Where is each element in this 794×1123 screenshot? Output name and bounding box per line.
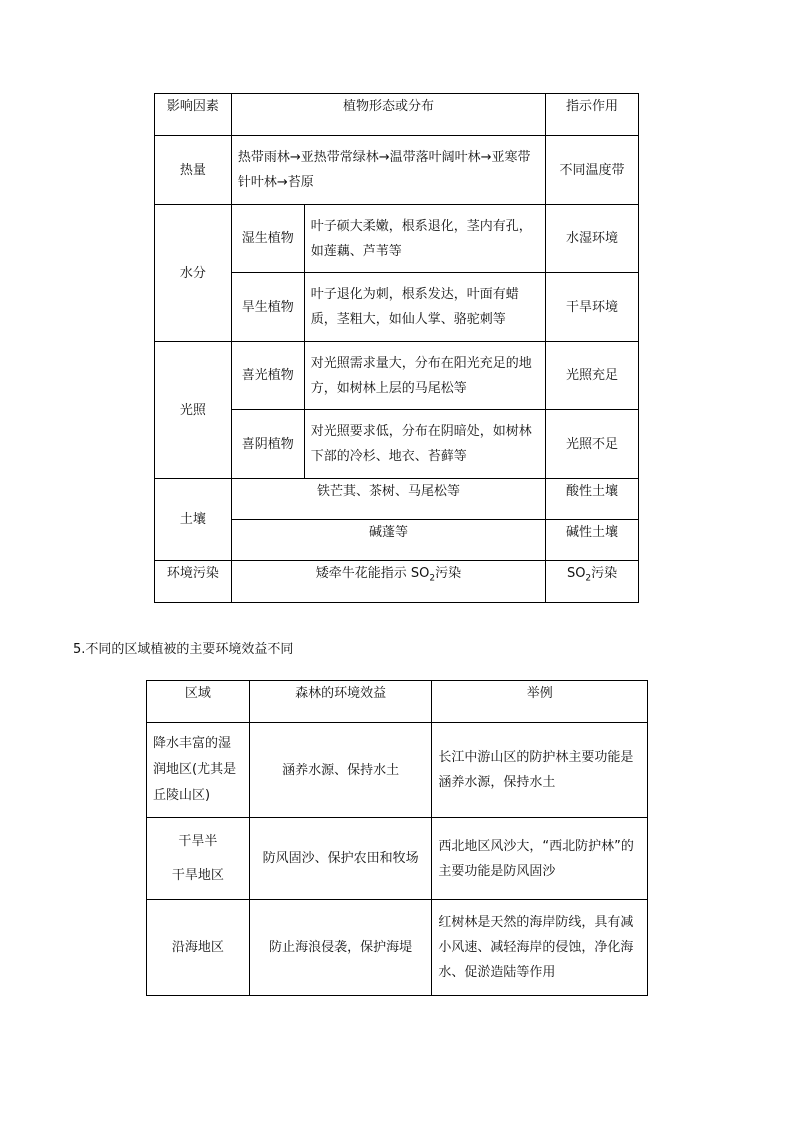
header-benefit: 森林的环境效益 (249, 681, 432, 723)
pollution-desc (231, 561, 545, 603)
region-cell: 降水丰富的湿润地区(尤其是丘陵山区) (147, 723, 250, 818)
example-cell: 西北地区风沙大，“西北防护林”的主要功能是防风固沙 (432, 818, 648, 900)
acid-indicate: 酸性土壤 (546, 479, 639, 520)
header-region: 区域 (147, 681, 250, 723)
pollution-ind-post: 污染 (591, 566, 618, 581)
table2-row (147, 900, 648, 996)
wet-indicate: 水湿环境 (546, 205, 639, 273)
shade-type: 喜阴植物 (231, 410, 304, 479)
header-example: 举例 (432, 681, 648, 723)
pollution-ind-sub: 2 (585, 573, 592, 584)
alk-indicate: 碱性土壤 (546, 520, 639, 561)
table2-header-row (147, 681, 648, 723)
pollution-desc-sub: 2 (429, 573, 436, 584)
water-factor: 水分 (155, 205, 232, 342)
region-cell (147, 818, 250, 900)
shade-indicate: 光照不足 (546, 410, 639, 479)
example-cell: 红树林是天然的海岸防线，具有减小风速、减轻海岸的侵蚀，净化海水、促淤造陆等作用 (432, 900, 648, 996)
pollution-indicate (546, 561, 639, 603)
table1-row-pollution (155, 561, 639, 603)
shade-desc: 对光照要求低，分布在阴暗处，如树林下部的冷杉、地衣、苔藓等 (304, 410, 545, 479)
pollution-desc-post: 污染 (435, 566, 462, 581)
benefit-cell: 涵养水源、保持水土 (249, 723, 432, 818)
heat-desc: 热带雨林→亚热带常绿林→温带落叶阔叶林→亚寒带针叶林→苔原 (231, 136, 545, 205)
table1-row-water-wet (155, 205, 639, 273)
forest-benefit-table (146, 680, 648, 996)
benefit-cell: 防风固沙、保护农田和牧场 (249, 818, 432, 900)
header-form: 植物形态或分布 (231, 94, 545, 136)
soil-factor: 土壤 (155, 479, 232, 561)
dry-desc: 叶子退化为刺，根系发达，叶面有蜡质，茎粗大，如仙人掌、骆驼刺等 (304, 273, 545, 342)
sun-indicate: 光照充足 (546, 342, 639, 410)
alk-desc: 碱蓬等 (231, 520, 545, 561)
dry-indicate: 干旱环境 (546, 273, 639, 342)
header-factor: 影响因素 (155, 94, 232, 136)
acid-desc: 铁芒萁、茶树、马尾松等 (231, 479, 545, 520)
wet-type: 湿生植物 (231, 205, 304, 273)
dry-type: 旱生植物 (231, 273, 304, 342)
section5-title: 5.不同的区域植被的主要环境效益不同 (73, 642, 294, 657)
table1-row-soil-acid (155, 479, 639, 520)
region-cell: 沿海地区 (147, 900, 250, 996)
table1-row-heat (155, 136, 639, 205)
sun-type: 喜光植物 (231, 342, 304, 410)
header-indicate: 指示作用 (546, 94, 639, 136)
table1-row-light-sun (155, 342, 639, 410)
table2-row (147, 818, 648, 900)
plant-indicator-table (154, 93, 639, 603)
region-line: 干旱半 (178, 833, 218, 849)
heat-indicate: 不同温度带 (546, 136, 639, 205)
heat-factor: 热量 (155, 136, 232, 205)
benefit-cell: 防止海浪侵袭，保护海堤 (249, 900, 432, 996)
pollution-ind-pre: SO (566, 566, 586, 581)
example-cell: 长江中游山区的防护林主要功能是涵养水源，保持水土 (432, 723, 648, 818)
sun-desc: 对光照需求量大，分布在阳光充足的地方，如树林上层的马尾松等 (304, 342, 545, 410)
table1-header-row (155, 94, 639, 136)
region-line: 干旱地区 (171, 867, 224, 883)
light-factor: 光照 (155, 342, 232, 479)
pollution-factor: 环境污染 (155, 561, 232, 603)
wet-desc: 叶子硕大柔嫩，根系退化，茎内有孔，如莲藕、芦苇等 (304, 205, 545, 273)
pollution-desc-pre: 矮牵牛花能指示 SO (315, 566, 430, 581)
table2-row (147, 723, 648, 818)
